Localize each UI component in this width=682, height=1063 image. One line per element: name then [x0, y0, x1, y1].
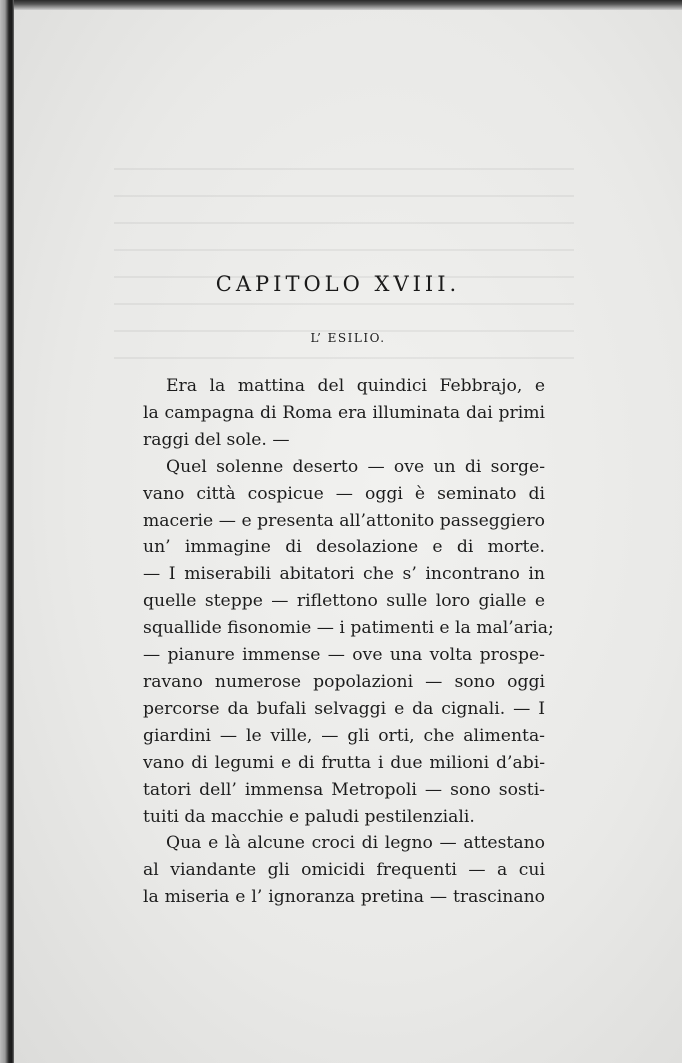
text-line: Quel solenne deserto — ove un di sorge- [166, 456, 545, 477]
text-line: tatori dell’ immensa Metropoli — sono sosti- [143, 779, 545, 800]
text-line: — pianure immense — ove una volta prospe- [143, 645, 545, 666]
text-line: giardini — le ville, — gli orti, che alimenta- [143, 725, 545, 746]
text-line: squallide fisonomie — i patimenti e la mal’aria; [143, 618, 554, 639]
text-line: percorse da bufali selvaggi e da cignali. — I [143, 698, 545, 719]
text-line: ravano numerose popolazioni — sono oggi [143, 671, 545, 692]
text-line: al viandante gli omicidi frequenti — a cui [143, 860, 545, 881]
text-line: Era la mattina del quindici Febbrajo, e [166, 376, 545, 396]
text-line: vano di legumi e di frutta i due milioni d’abi- [143, 752, 545, 773]
page-top-edge [0, 0, 682, 10]
text-line: un’ immagine di desolazione e di morte. [143, 537, 545, 558]
text-line: macerie — e presenta all’attonito passeggiero [143, 510, 545, 531]
show-through-text [114, 150, 574, 380]
paragraph-3 [121, 830, 545, 911]
text-line: la miseria e l’ ignoranza pretina — trascinano [143, 887, 545, 908]
text-line: quelle steppe — riflettono sulle loro gialle e [143, 591, 545, 612]
chapter-title: CAPITOLO XVIII. [215, 272, 461, 296]
body-text [121, 373, 554, 911]
paragraph-2 [121, 454, 554, 831]
chapter-subtitle: L’ ESILIO. [310, 331, 386, 345]
book-binding-edge [0, 0, 14, 1063]
text-line: tuiti da macchie e paludi pestilenziali. [143, 806, 475, 827]
text-line: raggi del sole. — [143, 429, 290, 450]
text-line: la campagna di Roma era illuminata dai primi [143, 402, 545, 423]
text-line: vano città cospicue — oggi è seminato di [143, 483, 545, 504]
paragraph-1 [121, 373, 545, 454]
text-line: — I miserabili abitatori che s’ incontrano in [143, 564, 545, 585]
text-line: Qua e là alcune croci di legno — attestano [166, 833, 545, 854]
